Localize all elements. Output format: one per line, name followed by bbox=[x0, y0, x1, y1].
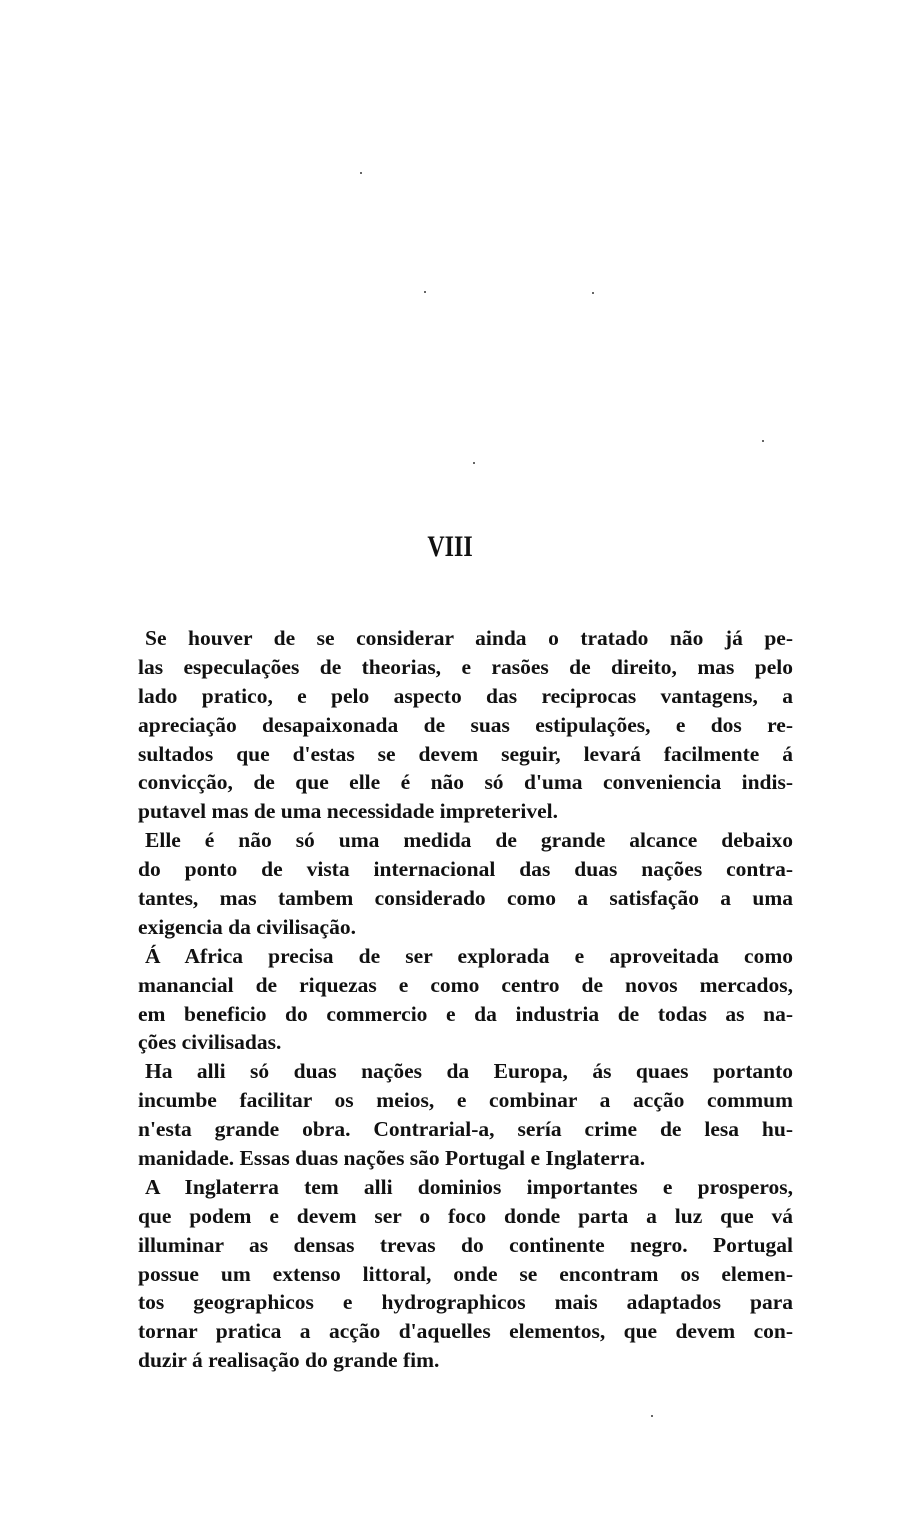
scan-speck bbox=[473, 462, 475, 464]
paragraph bbox=[138, 826, 793, 942]
text-line: Elle é não só uma medida de grande alcance debaixo bbox=[145, 828, 793, 853]
text-line: incumbe facilitar os meios, e combinar a acção commum bbox=[138, 1088, 793, 1113]
text-line: las especulações de theorias, e rasões de direito, mas pelo bbox=[138, 654, 793, 679]
text-line: Ha alli só duas nações da Europa, ás quaes portanto bbox=[145, 1059, 793, 1084]
text-line: que podem e devem ser o foco donde parta a luz que vá bbox=[138, 1203, 793, 1228]
scan-speck bbox=[651, 1415, 653, 1417]
text-line: manidade. Essas duas nações são Portugal e Inglaterra. bbox=[138, 1146, 646, 1171]
text-line: do ponto de vista internacional das duas nações contra- bbox=[138, 857, 793, 882]
text-line: putavel mas de uma necessidade impreterivel. bbox=[138, 799, 559, 824]
scan-speck bbox=[592, 292, 594, 294]
text-line: tantes, mas tambem considerado como a satisfação a uma bbox=[138, 886, 793, 911]
chapter-heading: VIII bbox=[427, 530, 473, 563]
text-line: tos geographicos e hydrographicos mais adaptados para bbox=[138, 1290, 793, 1315]
text-line: tornar pratica a acção d'aquelles elementos, que devem con- bbox=[138, 1319, 793, 1344]
scan-speck bbox=[424, 291, 426, 293]
text-line: apreciação desapaixonada de suas estipulações, e dos re- bbox=[138, 712, 793, 737]
scan-speck bbox=[762, 440, 764, 442]
text-line: A Inglaterra tem alli dominios importantes e prosperos, bbox=[145, 1174, 793, 1199]
text-line: ções civilisadas. bbox=[138, 1030, 282, 1055]
paragraph bbox=[138, 1057, 793, 1173]
paragraph bbox=[138, 1173, 793, 1375]
text-line: lado pratico, e pelo aspecto das reciprocas vantagens, a bbox=[138, 683, 793, 708]
text-line: convicção, de que elle é não só d'uma conveniencia indis- bbox=[138, 770, 793, 795]
text-line: Se houver de se considerar ainda o tratado não já pe- bbox=[145, 626, 793, 650]
text-line: n'esta grande obra. Contrarial-a, sería crime de lesa hu- bbox=[138, 1117, 793, 1142]
text-line: sultados que d'estas se devem seguir, levará facilmente á bbox=[138, 741, 793, 766]
text-line: duzir á realisação do grande fim. bbox=[138, 1348, 440, 1373]
text-line: possue um extenso littoral, onde se encontram os elemen- bbox=[138, 1261, 793, 1286]
text-line: Á Africa precisa de ser explorada e aproveitada como bbox=[145, 943, 793, 968]
text-line: exigencia da civilisação. bbox=[138, 914, 356, 939]
scan-speck bbox=[360, 172, 362, 174]
text-line: em beneficio do commercio e da industria de todas as na- bbox=[138, 1001, 793, 1026]
chapter-body bbox=[138, 624, 793, 1375]
paragraph bbox=[138, 624, 793, 826]
text-line: manancial de riquezas e como centro de novos mercados, bbox=[138, 972, 793, 997]
text-line: illuminar as densas trevas do continente negro. Portugal bbox=[138, 1232, 793, 1257]
paragraph bbox=[138, 942, 793, 1058]
